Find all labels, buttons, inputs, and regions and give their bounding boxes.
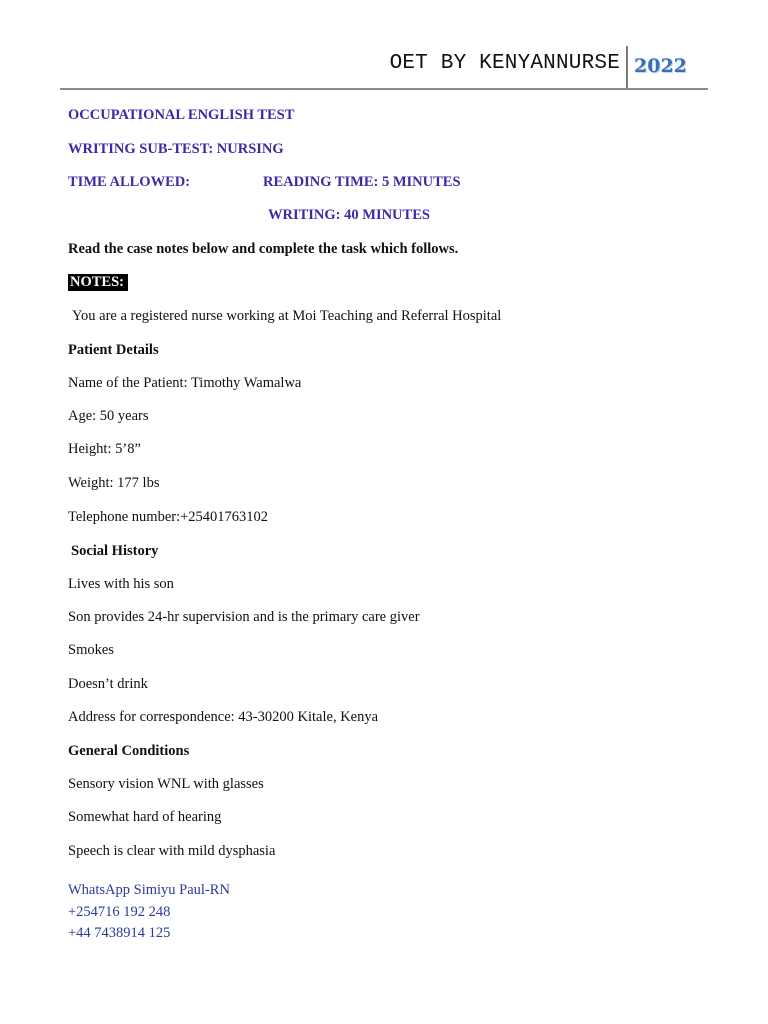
footer-phone-1: +254716 192 248 xyxy=(68,904,171,920)
patient-height: Height: 5’8” xyxy=(68,441,141,457)
list-item: Son provides 24-hr supervision and is the primary care giver xyxy=(68,609,420,625)
general-conditions-heading: General Conditions xyxy=(68,743,190,759)
writing-time: WRITING: 40 MINUTES xyxy=(268,207,430,223)
list-item: Doesn’t drink xyxy=(68,676,148,692)
header-year: 2022 xyxy=(634,55,687,77)
reading-time: READING TIME: 5 MINUTES xyxy=(263,174,461,190)
list-item: Speech is clear with mild dysphasia xyxy=(68,843,276,859)
patient-age: Age: 50 years xyxy=(68,408,149,424)
footer-contact-name: WhatsApp Simiyu Paul-RN xyxy=(68,882,230,898)
notes-label: NOTES: xyxy=(68,274,128,291)
header-title: OET BY KENYANNURSE xyxy=(389,52,620,75)
header-rule xyxy=(60,88,708,90)
list-item: Sensory vision WNL with glasses xyxy=(68,776,264,792)
list-item: Smokes xyxy=(68,642,114,658)
footer-phone-2: +44 7438914 125 xyxy=(68,925,171,941)
patient-name: Name of the Patient: Timothy Wamalwa xyxy=(68,375,302,391)
patient-phone: Telephone number:+25401763102 xyxy=(68,509,269,525)
social-history-heading: Social History xyxy=(71,543,159,559)
list-item: Lives with his son xyxy=(68,576,174,592)
header-divider xyxy=(626,46,628,88)
test-name: OCCUPATIONAL ENGLISH TEST xyxy=(68,107,295,123)
instruction-text: Read the case notes below and complete the task which follows. xyxy=(68,241,459,257)
page-header xyxy=(60,44,708,90)
patient-weight: Weight: 177 lbs xyxy=(68,475,160,491)
intro-text: You are a registered nurse working at Moi Teaching and Referral Hospital xyxy=(72,308,502,324)
patient-details-heading: Patient Details xyxy=(68,342,159,358)
list-item: Somewhat hard of hearing xyxy=(68,809,222,825)
time-allowed-label: TIME ALLOWED: xyxy=(68,174,191,190)
subtest-title: WRITING SUB-TEST: NURSING xyxy=(68,141,284,157)
notes-label-wrapper xyxy=(68,274,128,291)
list-item: Address for correspondence: 43-30200 Kitale, Kenya xyxy=(68,709,379,725)
